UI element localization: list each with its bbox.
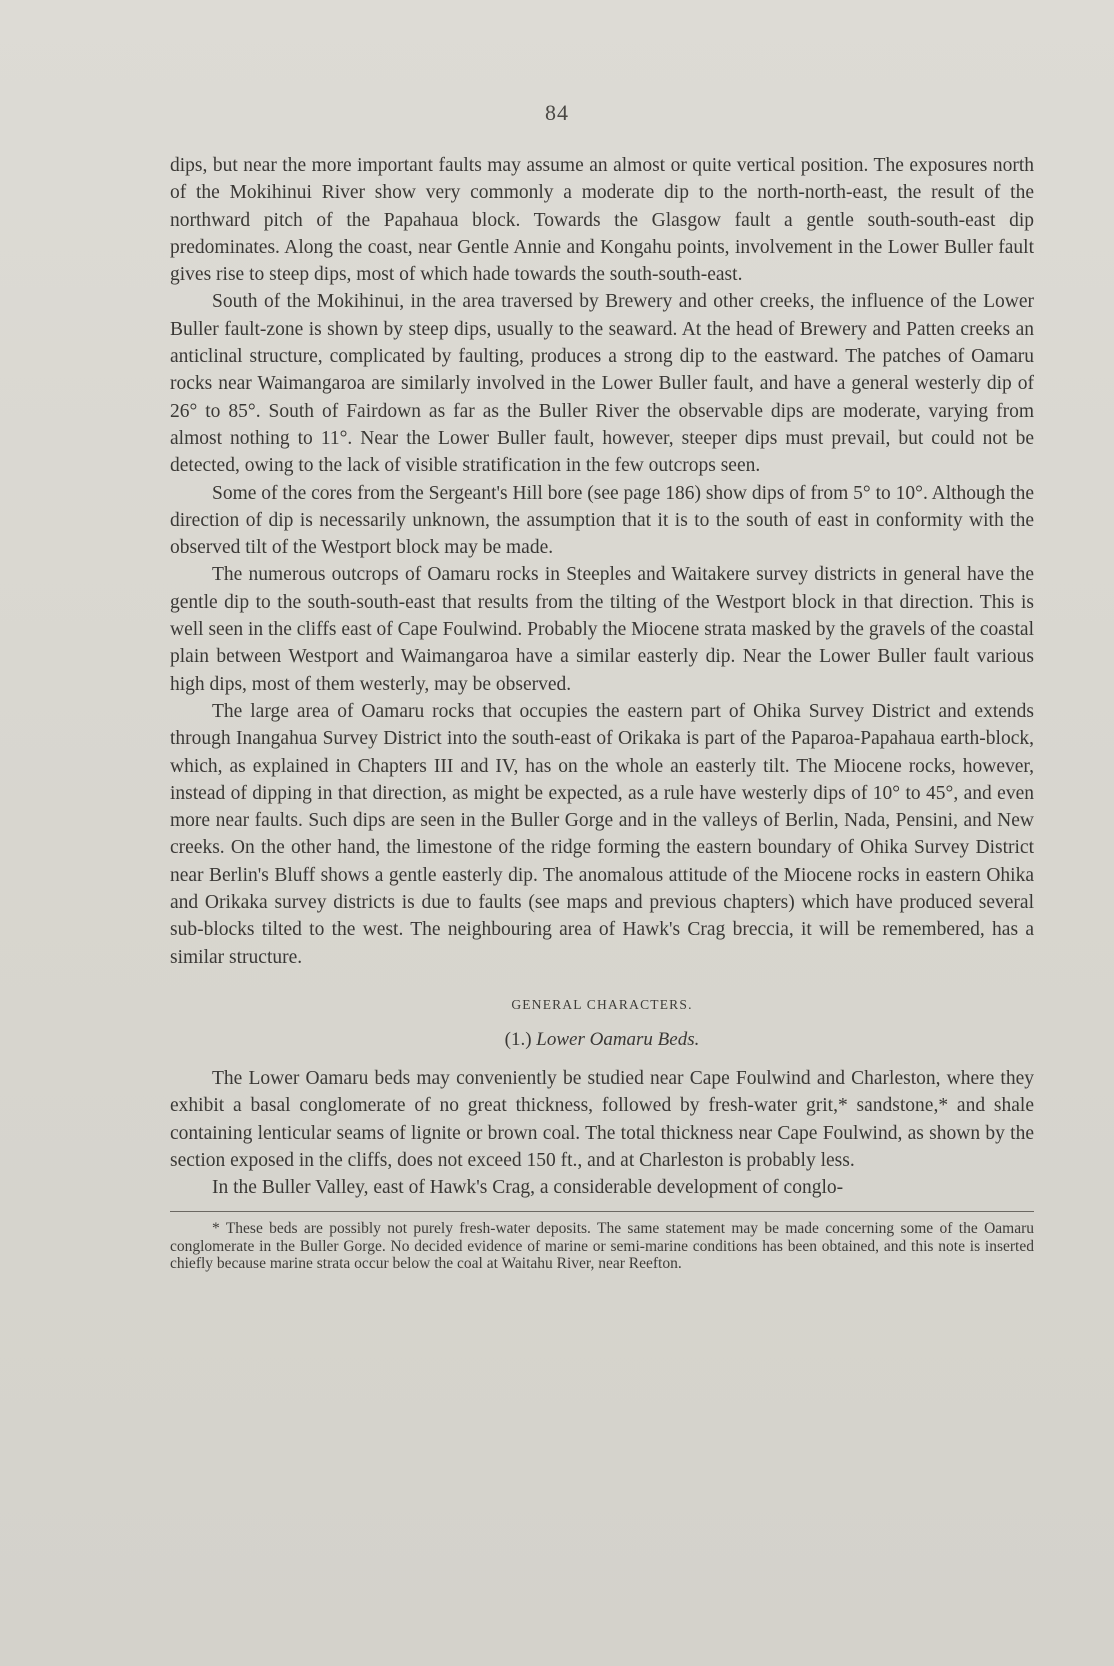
subsection-title: Lower Oamaru Beds. — [536, 1028, 700, 1050]
paragraph: dips, but near the more important faults may assume an almost or quite vertical position. The exposures north of the Mokihinui River show very commonly a moderate dip to the north-north-east, the result of the northward pitch of the Papahaua block. Towards the Glasgow fault a gentle south-south-east dip predominates. Along the coast, near Gentle Annie and Kongahu points, involvement in the Lower Buller fault gives rise to steep dips, most of which hade towards the south-south-east. — [170, 155, 1034, 286]
paragraph: Some of the cores from the Sergeant's Hill bore (see page 186) show dips of from 5° to 10°. Although the direction of dip is necessarily unknown, the assumption that it is to the south of east in conformity with the observed tilt of the Westport block may be made. — [170, 482, 1034, 559]
subsection-heading — [170, 1029, 1034, 1051]
footnote-divider — [170, 1211, 1034, 1212]
paragraph: The large area of Oamaru rocks that occupies the eastern part of Ohika Survey District and extends through Inangahua Survey District into the south-east of Orikaka is part of the Paparoa-Papahaua earth-block, which, as explained in Chapters III and IV, has on the whole an easterly tilt. The Miocene rocks, however, instead of dipping in that direction, as might be expected, as a rule have westerly dips of 10° to 45°, and even more near faults. Such dips are seen in the Buller Gorge and in the valleys of Berlin, Nada, Pensini, and New creeks. On the other hand, the limestone of the ridge forming the eastern boundary of Ohika Survey District near Berlin's Bluff shows a gentle easterly dip. The anomalous attitude of the Miocene rocks in eastern Ohika and Orikaka survey districts is due to faults (see maps and previous chapters) which have produced several sub-blocks tilted to the west. The neighbouring area of Hawk's Crag breccia, it will be remembered, has a similar structure. — [170, 700, 1034, 968]
footnote: * These beds are possibly not purely fresh-water deposits. The same statement may be made concerning some of the Oamaru conglomerate in the Buller Gorge. No decided evidence of marine or semi-marine conditions has been obtained, and this note is inserted chiefly because marine strata occur below the coal at Waitahu River, near Reefton. — [170, 1220, 1034, 1273]
subsection-number: (1.) — [504, 1028, 532, 1050]
paragraph: The Lower Oamaru beds may conveniently be studied near Cape Foulwind and Charleston, where they exhibit a basal conglomerate of no great thickness, followed by fresh-water grit,* sandstone,* and shale containing lenticular seams of lignite or brown coal. The total thickness near Cape Foulwind, as shown by the section exposed in the cliffs, does not exceed 150 ft., and at Charleston is probably less. — [170, 1067, 1034, 1171]
paragraph: In the Buller Valley, east of Hawk's Crag, a considerable development of conglo- — [212, 1177, 844, 1199]
page-number: 84 — [545, 100, 569, 125]
paragraph: South of the Mokihinui, in the area traversed by Brewery and other creeks, the influence of the Lower Buller fault-zone is shown by steep dips, usually to the seaward. At the head of Brewery and Patten creeks an anticlinal structure, complicated by faulting, produces a strong dip to the eastward. The patches of Oamaru rocks near Waimangaroa are similarly involved in the Lower Buller fault, and have a general westerly dip of 26° to 85°. South of Fairdown as far as the Buller River the observable dips are moderate, varying from almost nothing to 11°. Near the Lower Buller fault, however, steeper dips must prevail, but could not be detected, owing to the lack of visible stratification in the few outcrops seen. — [170, 291, 1034, 477]
paragraph: The numerous outcrops of Oamaru rocks in Steeples and Waitakere survey districts in general have the gentle dip to the south-south-east that results from the tilting of the Westport block in that direction. This is well seen in the cliffs east of Cape Foulwind. Probably the Miocene strata masked by the gravels of the coastal plain between Westport and Waimangaroa have a similar easterly dip. Near the Lower Buller fault various high dips, most of them westerly, may be observed. — [170, 564, 1034, 695]
body-text — [170, 152, 1034, 1288]
section-heading: GENERAL CHARACTERS. — [511, 996, 693, 1012]
